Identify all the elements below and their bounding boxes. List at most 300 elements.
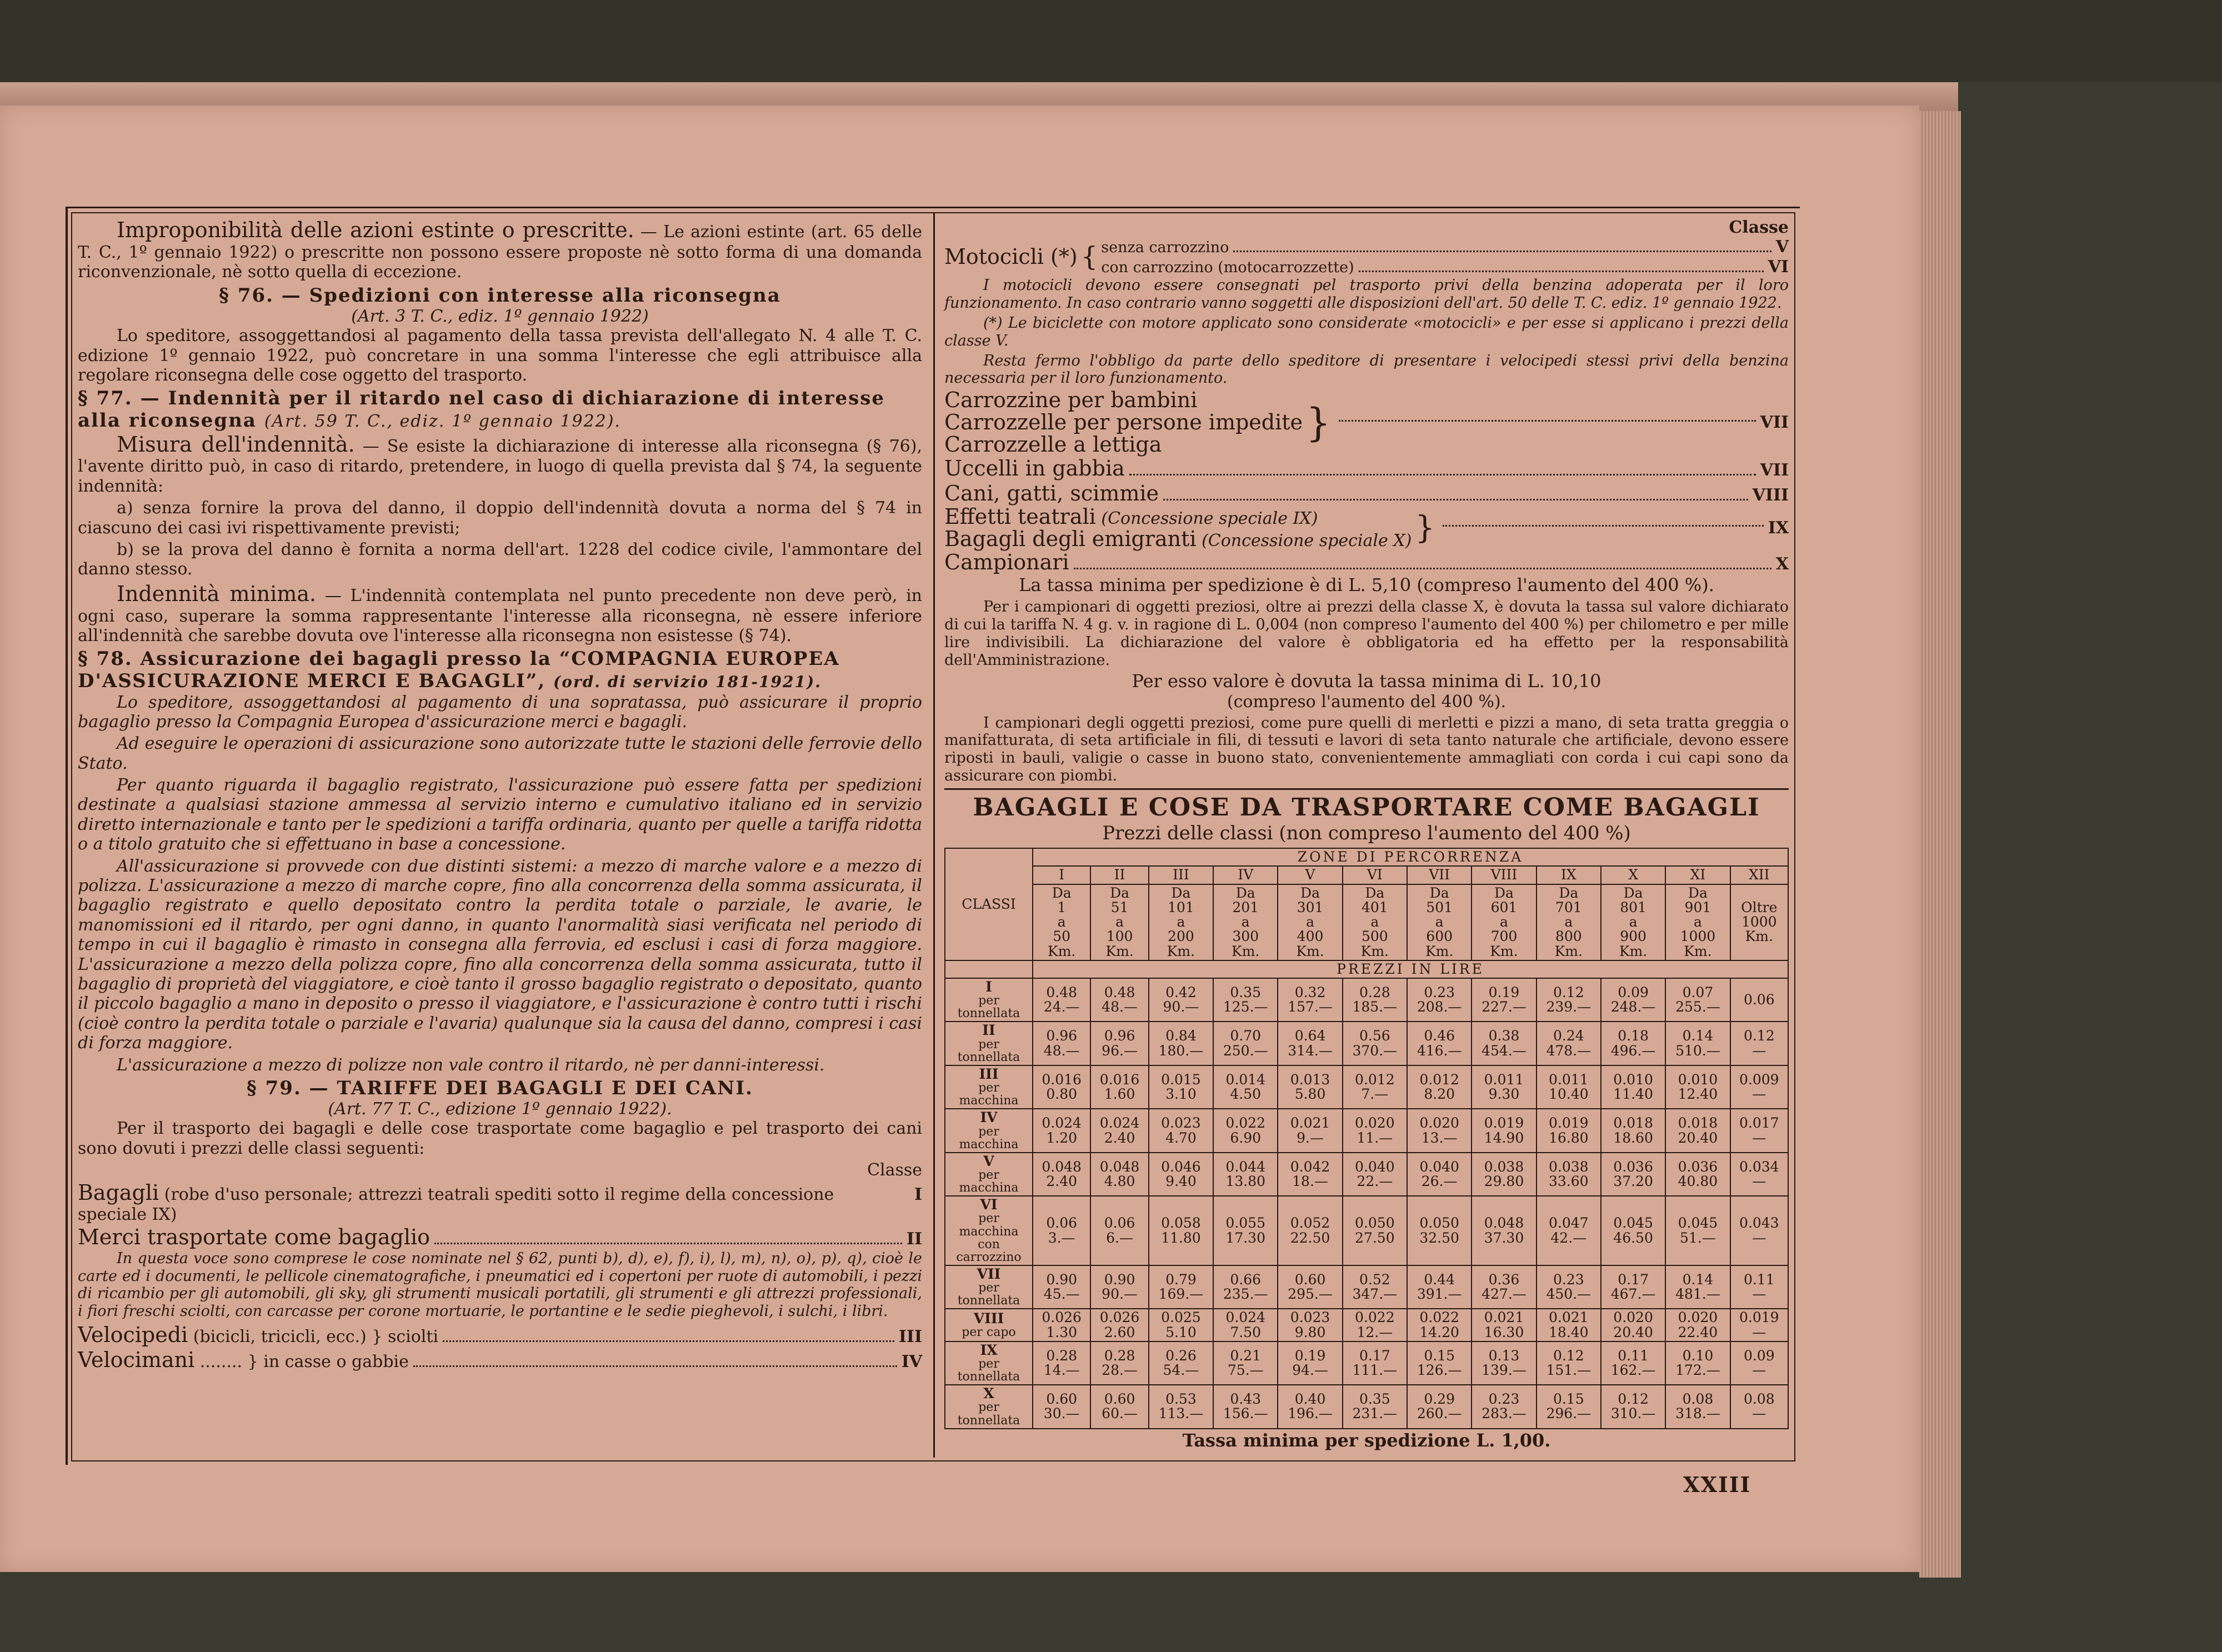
- class-unit: per macchina: [959, 1124, 1019, 1152]
- class-cell: [945, 1385, 1033, 1428]
- zone-range-text: 700: [1490, 928, 1518, 945]
- price-per-km: 0.013: [1290, 1071, 1330, 1088]
- price-total: 450.—: [1546, 1286, 1592, 1303]
- price-per-km: 0.70: [1230, 1028, 1262, 1044]
- price-per-km: 0.08: [1743, 1391, 1775, 1408]
- price-cell: [1730, 1265, 1788, 1309]
- price-cell: [1149, 1385, 1213, 1428]
- class-cell: [945, 1153, 1033, 1196]
- class-unit: per macchina con carrozzino: [956, 1212, 1022, 1264]
- price-total: 90.—: [1102, 1286, 1138, 1303]
- price-total: 6.—: [1106, 1229, 1133, 1246]
- price-per-km: 0.17: [1618, 1271, 1649, 1288]
- brace: }: [1415, 509, 1435, 546]
- senza-carrozzino-label: senza carrozzino: [1101, 239, 1229, 257]
- motocicli-con-row: [1101, 257, 1789, 277]
- price-per-km: 0.015: [1161, 1071, 1201, 1088]
- price-per-km: 0.28: [1046, 1347, 1078, 1364]
- price-total: 2.40: [1104, 1129, 1135, 1146]
- background-top: [0, 0, 2222, 82]
- zone-range-text: Km.: [1296, 943, 1324, 959]
- price-total: 12.—: [1357, 1324, 1393, 1340]
- table-subtitle: Prezzi delle classi (non compreso l'aumento del 400 %): [1102, 822, 1631, 844]
- campionari-label: Campionari: [944, 550, 1069, 575]
- price-cell: [1213, 1022, 1278, 1065]
- price-total: 20.40: [1678, 1129, 1718, 1146]
- zone-range-text: 50: [1053, 928, 1071, 945]
- price-cell: [1665, 1309, 1730, 1341]
- zone-range-text: a: [1629, 914, 1638, 930]
- price-cell: [1149, 1022, 1213, 1065]
- zone-range-text: 901: [1684, 899, 1711, 915]
- price-per-km: 0.014: [1225, 1071, 1265, 1088]
- class-name: I: [985, 979, 992, 995]
- price-total: 318.—: [1675, 1405, 1720, 1422]
- price-per-km: 0.21: [1230, 1347, 1262, 1364]
- price-total: 208.—: [1417, 999, 1462, 1015]
- price-cell: [1472, 1309, 1536, 1341]
- price-per-km: 0.012: [1355, 1071, 1395, 1088]
- price-per-km: 0.64: [1294, 1028, 1326, 1044]
- price-per-km: 0.017: [1739, 1115, 1779, 1132]
- price-total: 27.50: [1355, 1229, 1395, 1246]
- price-cell: [1213, 1341, 1278, 1385]
- zone-number-cell: VIII: [1472, 866, 1536, 884]
- column-divider: [933, 213, 935, 1458]
- price-cell: [1033, 1265, 1090, 1309]
- zone-range-text: 801: [1620, 899, 1647, 915]
- price-per-km: 0.42: [1165, 984, 1197, 1001]
- motocicli-note-3: Resta fermo l'obbligo da parte dello speditore di presentare i velocipedi stessi privi della benzina necessaria per il loro funzionamento.: [944, 352, 1789, 387]
- price-total: 1.60: [1104, 1086, 1135, 1103]
- price-per-km: 0.46: [1424, 1028, 1455, 1044]
- table-row: [945, 1385, 1788, 1428]
- section-77-minima: [78, 582, 922, 646]
- price-per-km: 0.48: [1104, 984, 1135, 1001]
- price-cell: [1537, 1065, 1601, 1109]
- price-total: 156.—: [1223, 1405, 1268, 1422]
- zone-number-cell: VI: [1343, 866, 1407, 884]
- price-cell: [1149, 1196, 1213, 1265]
- price-per-km: 0.025: [1161, 1309, 1201, 1326]
- price-per-km: 0.38: [1488, 1028, 1520, 1044]
- price-cell: [1149, 1109, 1213, 1152]
- carrozzine-label: Carrozzine per bambini: [944, 388, 1198, 413]
- price-total: 296.—: [1546, 1405, 1592, 1422]
- price-cell: [1730, 1109, 1788, 1152]
- price-cell: [1343, 1265, 1407, 1309]
- zone-range-text: 101: [1168, 899, 1194, 915]
- page-edges: [1919, 111, 1961, 1578]
- zone-range-text: 401: [1361, 899, 1388, 915]
- class-unit: per tonnellata: [957, 994, 1020, 1021]
- price-per-km: 0.19: [1488, 984, 1520, 1001]
- price-per-km: 0.96: [1046, 1028, 1078, 1044]
- price-per-km: 0.06: [1104, 1215, 1135, 1232]
- price-total: —: [1752, 1173, 1766, 1190]
- section-77-reference: (Art. 59 T. C., ediz. 1º gennaio 1922).: [264, 412, 621, 432]
- price-cell: [1213, 1153, 1278, 1196]
- price-per-km: 0.12: [1553, 1347, 1584, 1364]
- price-cell: [1278, 1065, 1342, 1109]
- price-total: 17.30: [1225, 1229, 1265, 1246]
- price-per-km: 0.020: [1355, 1115, 1395, 1132]
- zone-range-text: Da: [1300, 884, 1320, 901]
- price-total: 29.80: [1484, 1173, 1524, 1190]
- price-total: 314.—: [1288, 1042, 1333, 1059]
- price-total: —: [1752, 1324, 1766, 1340]
- price-cell: [1601, 978, 1665, 1022]
- table-row: [945, 1022, 1788, 1065]
- zone-range-text: Km.: [1048, 943, 1076, 959]
- price-cell: [1665, 1022, 1730, 1065]
- price-cell: [1407, 978, 1472, 1022]
- price-cell: [1090, 1022, 1148, 1065]
- class-number: X: [1775, 554, 1789, 574]
- tariff-row-merci: [78, 1225, 922, 1250]
- price-per-km: 0.010: [1613, 1071, 1653, 1088]
- price-per-km: 0.36: [1488, 1271, 1520, 1288]
- class-name: II: [982, 1022, 995, 1039]
- class-number: VII: [1760, 460, 1789, 480]
- class-cell: [945, 1065, 1033, 1109]
- price-per-km: 0.32: [1294, 984, 1326, 1001]
- text-minima: — L'indennità contemplata nel punto precedente non deve però, in ogni caso, superare la somma rappresentante l'interesse alla riconsegna, nè essere inferiore all'indennità che sarebbe dovuta ove l'interesse alla riconsegna non esistesse (§ 74).: [78, 585, 923, 645]
- section-78-p1: Lo speditore, assoggettandosi al pagamento di una sopratassa, può assicurare il proprio bagaglio presso la Compagnia Europea d'assicurazione merci e bagagli.: [78, 692, 922, 732]
- price-per-km: 0.90: [1046, 1271, 1078, 1288]
- price-total: 139.—: [1482, 1362, 1527, 1379]
- price-per-km: 0.018: [1678, 1115, 1718, 1132]
- section-78-p4: All'assicurazione si provvede con due distinti sistemi: a mezzo di marche valore e a mezzo di polizza. L'assicurazione a mezzo di marche copre, fino alla concorrenza della somma assicurata, il bagaglio registrato e quello depositato contro la perdita totale o parziale, le avarie, le manomissioni ed il ritardo, per ogni danno, in quanto l'anormalità siasi verificata nel periodo di tempo in cui il bagaglio è rimasto in consegna alla ferrovia, ed esclusi i casi di forza maggiore. L'assicurazione a mezzo della polizza copre, fino alla concorrenza della somma assicurata, tutto il bagaglio di proprietà del viaggiatore, e cioè tanto il grosso bagaglio registrato o depositato, quanto il piccolo bagaglio a mano in deposito o presso il viaggiatore, e l'assicurazione è contro tutti i rischi (cioè contro la perdita totale o parziale e l'avaria) qualunque sia la causa del danno, compresi i casi di forza maggiore.: [78, 856, 922, 1053]
- price-total: 14.20: [1419, 1324, 1459, 1340]
- zone-range-text: a: [1435, 914, 1444, 930]
- zone-range-text: Km.: [1105, 943, 1134, 959]
- class-cell: [945, 1341, 1033, 1385]
- price-cell: [1665, 1265, 1730, 1309]
- zone-number-cell: II: [1090, 866, 1148, 884]
- tariff-row-bagagli: [78, 1180, 922, 1225]
- zone-range-cell: [1213, 884, 1278, 960]
- zone-range-cell: [1537, 884, 1601, 960]
- zone-range-text: Da: [1559, 884, 1579, 901]
- price-cell: [1730, 1153, 1788, 1196]
- price-per-km: 0.53: [1165, 1391, 1197, 1408]
- price-total: —: [1752, 1286, 1766, 1303]
- price-per-km: 0.60: [1294, 1271, 1326, 1288]
- price-total: 20.40: [1613, 1324, 1653, 1340]
- price-per-km: 0.050: [1419, 1215, 1459, 1232]
- uccelli-label: Uccelli in gabbia: [944, 456, 1125, 480]
- price-cell: [1665, 1153, 1730, 1196]
- price-per-km: 0.040: [1355, 1158, 1395, 1175]
- price-per-km: 0.13: [1488, 1347, 1520, 1364]
- price-cell: [1090, 1196, 1148, 1265]
- class-cell: [945, 1109, 1033, 1152]
- leader-dots: [1339, 420, 1756, 422]
- section-79-reference: (Art. 77 T. C., edizione 1º gennaio 1922).: [328, 1099, 672, 1119]
- price-total: 11.40: [1613, 1086, 1653, 1103]
- leader-dots: [1443, 525, 1764, 527]
- motocicli-note-1: I motocicli devono essere consegnati pel trasporto privi della benzina adoperata per il loro funzionamento. In caso contrario vanno soggetti alle disposizioni dell'art. 50 delle T. C. ediz. 1º gennaio 1922.: [944, 277, 1789, 312]
- price-cell: [1601, 1265, 1665, 1309]
- classi-header: CLASSI: [945, 848, 1033, 960]
- price-total: —: [1752, 1229, 1766, 1246]
- price-per-km: 0.15: [1553, 1391, 1584, 1408]
- class-unit: per macchina: [959, 1168, 1019, 1195]
- text-misura: — Se esiste la dichiarazione di interesse alla riconsegna (§ 76), l'avente diritto può, in caso di ritardo, pretendere, in luogo di quella prevista dal § 74, la seguente indennità:: [78, 436, 922, 496]
- class-name: III: [979, 1065, 999, 1082]
- price-per-km: 0.48: [1046, 984, 1078, 1001]
- price-per-km: 0.055: [1225, 1215, 1265, 1232]
- price-cell: [1213, 1309, 1278, 1341]
- table-row: [945, 1341, 1788, 1385]
- price-cell: [1472, 1109, 1536, 1152]
- price-cell: [1343, 1341, 1407, 1385]
- zone-range-text: 900: [1620, 928, 1647, 945]
- right-column: [944, 218, 1789, 1451]
- classe-label-right: Classe: [1729, 218, 1789, 237]
- price-cell: [1730, 1385, 1788, 1428]
- table-separator: [944, 788, 1789, 790]
- class-cell: [945, 1022, 1033, 1065]
- price-per-km: 0.23: [1488, 1391, 1520, 1408]
- price-total: 370.—: [1352, 1042, 1398, 1059]
- zone-range-text: 301: [1297, 899, 1324, 915]
- price-cell: [1149, 978, 1213, 1022]
- price-per-km: 0.024: [1099, 1115, 1140, 1132]
- velocimani-label: Velocimani: [78, 1347, 195, 1372]
- price-cell: [1730, 1022, 1788, 1065]
- price-total: 478.—: [1546, 1042, 1592, 1059]
- price-total: 14.90: [1484, 1129, 1524, 1146]
- price-total: 40.80: [1678, 1173, 1718, 1190]
- price-total: 416.—: [1417, 1042, 1462, 1059]
- price-total: 125.—: [1223, 999, 1268, 1015]
- price-total: 37.20: [1613, 1173, 1653, 1190]
- zone-range-text: 1000: [1741, 914, 1777, 930]
- merci-label: Merci trasportate come bagaglio: [78, 1224, 431, 1249]
- price-per-km: 0.016: [1099, 1071, 1140, 1088]
- price-per-km: 0.84: [1165, 1028, 1197, 1044]
- campionari-p2b: (compreso l'aumento del 400 %).: [1227, 692, 1507, 712]
- zone-range-text: Da: [1623, 884, 1643, 901]
- price-cell: [1033, 1065, 1090, 1109]
- price-total: 227.—: [1482, 999, 1527, 1015]
- zone-range-text: 100: [1106, 928, 1133, 945]
- price-cell: [1472, 1153, 1536, 1196]
- price-total: 126.—: [1417, 1362, 1462, 1379]
- uccelli-row: [944, 456, 1789, 481]
- zone-range-text: a: [1177, 914, 1185, 930]
- price-cell: [1472, 1265, 1536, 1309]
- class-cell: [945, 1309, 1033, 1341]
- price-per-km: 0.60: [1104, 1391, 1135, 1408]
- price-per-km: 0.009: [1739, 1071, 1779, 1088]
- zone-range-text: Km.: [1425, 943, 1454, 959]
- leader-dots: [1233, 251, 1771, 252]
- price-per-km: 0.044: [1225, 1158, 1265, 1175]
- price-cell: [1149, 1341, 1213, 1385]
- price-cell: [1407, 1022, 1472, 1065]
- section-78-p2: Ad eseguire le operazioni di assicurazione sono autorizzate tutte le stazioni delle ferrovie dello Stato.: [78, 734, 922, 773]
- price-total: 162.—: [1610, 1362, 1656, 1379]
- left-column: [78, 218, 922, 1373]
- price-cell: [1730, 1196, 1788, 1265]
- zone-numbers-row: [945, 866, 1788, 884]
- price-cell: [1090, 1309, 1148, 1341]
- leader-dots: [443, 1340, 894, 1342]
- price-total: 10.40: [1548, 1086, 1589, 1103]
- price-total: 248.—: [1610, 999, 1656, 1015]
- price-per-km: 0.048: [1042, 1158, 1082, 1175]
- price-per-km: 0.08: [1682, 1391, 1714, 1408]
- heading-misura: Misura dell'indennità.: [117, 432, 355, 457]
- text-improponibilita: — Le azioni estinte (art. 65 delle T. C., 1º gennaio 1922) o prescritte non possono essere proposte nè sotto forma di una domanda riconvenzionale, nè sotto quella di eccezione.: [78, 222, 922, 282]
- price-cell: [1149, 1153, 1213, 1196]
- emigranti-label: Bagagli degli emigranti: [944, 526, 1197, 551]
- section-76-reference: (Art. 3 T. C., ediz. 1º gennaio 1922): [351, 306, 649, 326]
- price-per-km: 0.043: [1739, 1215, 1779, 1232]
- zone-range-text: 400: [1297, 928, 1324, 945]
- price-cell: [1343, 978, 1407, 1022]
- price-cell: [1665, 1385, 1730, 1428]
- prezzi-header-row: [945, 960, 1788, 978]
- price-per-km: 0.038: [1548, 1158, 1589, 1175]
- cani-row: [944, 481, 1789, 506]
- price-per-km: 0.12: [1743, 1028, 1775, 1044]
- zone-range-text: Da: [1235, 884, 1255, 901]
- price-per-km: 0.35: [1359, 1391, 1390, 1408]
- price-per-km: 0.040: [1419, 1158, 1459, 1175]
- price-total: 391.—: [1417, 1286, 1462, 1303]
- zone-range-text: 51: [1110, 899, 1129, 915]
- price-cell: [1033, 1153, 1090, 1196]
- price-cell: [1472, 1022, 1536, 1065]
- price-total: 1.20: [1046, 1129, 1078, 1146]
- price-per-km: 0.018: [1613, 1115, 1653, 1132]
- class-cell: [945, 1265, 1033, 1309]
- price-total: 347.—: [1352, 1286, 1398, 1303]
- price-per-km: 0.23: [1424, 984, 1455, 1001]
- price-cell: [1472, 1385, 1536, 1428]
- price-per-km: 0.23: [1553, 1271, 1584, 1288]
- price-cell: [1090, 1385, 1148, 1428]
- price-total: 157.—: [1288, 999, 1333, 1015]
- section-77-title: [78, 387, 922, 432]
- zone-ranges-row: [945, 884, 1788, 960]
- price-cell: [1601, 1309, 1665, 1341]
- class-name: IV: [980, 1109, 998, 1126]
- price-cell: [1343, 1196, 1407, 1265]
- price-per-km: 0.56: [1359, 1028, 1390, 1044]
- section-78-title: [78, 648, 922, 692]
- price-total: 16.80: [1548, 1129, 1589, 1146]
- price-cell: [1601, 1109, 1665, 1152]
- price-cell: [1537, 1341, 1601, 1385]
- zone-range-text: 1: [1057, 899, 1067, 915]
- price-cell: [1601, 1341, 1665, 1385]
- price-total: 48.—: [1043, 1042, 1080, 1059]
- price-cell: [1149, 1265, 1213, 1309]
- carrozzine-block: [944, 389, 1789, 456]
- price-total: 8.20: [1424, 1086, 1455, 1103]
- effetti-labels: [944, 506, 1412, 550]
- price-total: 454.—: [1482, 1042, 1527, 1059]
- zone-range-cell: [1033, 884, 1090, 960]
- emigranti-concession: (Concessione speciale X): [1202, 530, 1412, 550]
- price-per-km: 0.021: [1548, 1309, 1589, 1326]
- price-per-km: 0.038: [1484, 1158, 1524, 1175]
- bagagli-text: (robe d'uso personale; attrezzi teatrali spediti sotto il regime della concessione speciale IX): [78, 1184, 834, 1225]
- price-cell: [1343, 1153, 1407, 1196]
- table-row: [945, 1109, 1788, 1152]
- price-per-km: 0.15: [1424, 1347, 1455, 1364]
- price-per-km: 0.06: [1046, 1215, 1078, 1232]
- price-per-km: 0.036: [1613, 1158, 1653, 1175]
- velocipedi-entry: Velocipedi (bicicli, tricicli, ecc.) } sciolti: [78, 1323, 439, 1348]
- price-total: 51.—: [1680, 1229, 1716, 1246]
- leader-dots: [1074, 568, 1771, 569]
- price-total: 96.—: [1102, 1042, 1138, 1059]
- empty-cell: [945, 960, 1033, 978]
- price-cell: [1033, 1309, 1090, 1341]
- zone-range-text: a: [1306, 914, 1314, 930]
- class-number: II: [906, 1229, 922, 1249]
- carrozzine-labels: [944, 389, 1303, 456]
- price-per-km: 0.046: [1161, 1158, 1201, 1175]
- con-carrozzino-label: con carrozzino (motocarrozzette): [1101, 258, 1354, 276]
- price-per-km: 0.011: [1548, 1071, 1589, 1088]
- price-per-km: 0.17: [1359, 1347, 1390, 1364]
- price-per-km: 0.020: [1613, 1309, 1653, 1326]
- price-total: 48.—: [1102, 999, 1138, 1015]
- price-cell: [1472, 1341, 1536, 1385]
- price-cell: [1665, 1341, 1730, 1385]
- zone-range-text: Km.: [1167, 943, 1195, 959]
- zone-range-text: Da: [1688, 884, 1708, 901]
- price-per-km: 0.058: [1161, 1215, 1201, 1232]
- price-cell: [1090, 978, 1148, 1022]
- price-cell: [1407, 1153, 1472, 1196]
- price-per-km: 0.045: [1613, 1215, 1653, 1232]
- class-number: VIII: [1752, 485, 1789, 505]
- zone-range-text: a: [1693, 914, 1702, 930]
- price-total: 7.—: [1361, 1086, 1389, 1103]
- section-76-title: § 76. — Spedizioni con interesse alla riconsegna: [219, 284, 781, 307]
- class-unit: per tonnellata: [957, 1281, 1020, 1308]
- price-total: 30.—: [1043, 1405, 1080, 1422]
- price-per-km: 0.010: [1678, 1071, 1718, 1088]
- zone-range-text: Da: [1429, 884, 1449, 901]
- price-per-km: 0.048: [1099, 1158, 1140, 1175]
- price-per-km: 0.06: [1743, 992, 1775, 1008]
- zone-range-text: 501: [1426, 899, 1453, 915]
- zone-range-text: Km.: [1554, 943, 1583, 959]
- price-total: 0.80: [1046, 1086, 1078, 1103]
- price-per-km: 0.024: [1225, 1309, 1265, 1326]
- price-cell: [1407, 1196, 1472, 1265]
- price-per-km: 0.022: [1225, 1115, 1265, 1132]
- class-name: VIII: [973, 1310, 1004, 1326]
- price-per-km: 0.011: [1484, 1071, 1524, 1088]
- price-per-km: 0.26: [1165, 1347, 1197, 1364]
- price-cell: [1537, 1153, 1601, 1196]
- in-casse-label: in casse o gabbie: [263, 1351, 409, 1371]
- section-78-reference: (ord. di servizio 181-1921).: [553, 673, 822, 692]
- price-total: 11.80: [1161, 1229, 1201, 1246]
- price-cell: [1278, 978, 1342, 1022]
- zone-range-text: 1000: [1680, 928, 1716, 945]
